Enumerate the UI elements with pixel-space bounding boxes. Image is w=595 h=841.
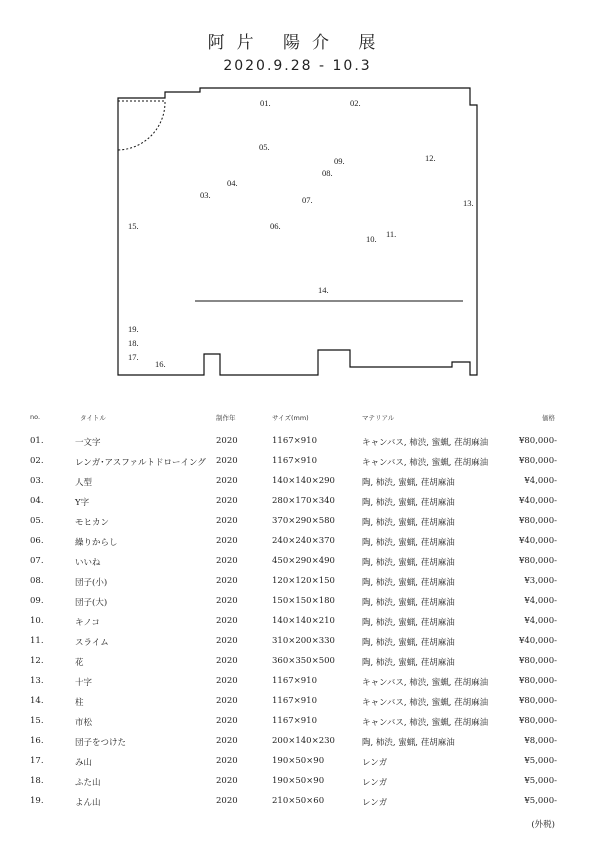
cell-material: レンガ	[362, 778, 388, 788]
exhibition-dates: 2020.9.28 - 10.3	[223, 58, 372, 74]
cell-size: 140×140×290	[272, 476, 335, 486]
cell-title: いいね	[75, 558, 101, 568]
plan-label-12: 12.	[425, 153, 436, 163]
cell-size: 1167×910	[272, 456, 317, 466]
plan-label-09: 09.	[334, 156, 345, 166]
cell-material: 陶, 柿渋, 蜜蝋, 荏胡麻油	[362, 638, 455, 648]
table-row	[0, 436, 595, 452]
cell-material: 陶, 柿渋, 蜜蝋, 荏胡麻油	[362, 738, 455, 748]
plan-label-02: 02.	[350, 98, 361, 108]
cell-title: 団子(小)	[75, 578, 108, 588]
cell-year: 2020	[216, 656, 238, 666]
plan-label-04: 04.	[227, 178, 238, 188]
plan-label-08: 08.	[322, 168, 333, 178]
cell-size: 120×120×150	[272, 576, 335, 586]
cell-size: 1167×910	[272, 696, 317, 706]
col-header-year: 制作年	[216, 414, 236, 422]
cell-price: ¥40,000-	[518, 636, 557, 646]
cell-title: 団子をつけた	[75, 738, 127, 748]
cell-material: 陶, 柿渋, 蜜蝋, 荏胡麻油	[362, 658, 455, 668]
col-header-size: サイズ(mm)	[272, 414, 309, 422]
cell-title: よん山	[75, 798, 101, 808]
cell-title: ふた山	[75, 778, 101, 788]
cell-no: 01.	[30, 436, 44, 446]
cell-material: 陶, 柿渋, 蜜蝋, 荏胡麻油	[362, 538, 455, 548]
cell-year: 2020	[216, 756, 238, 766]
cell-size: 240×240×370	[272, 536, 335, 546]
cell-title: レンガ･アスファルトドローイング	[75, 458, 206, 468]
plan-label-06: 06.	[270, 221, 281, 231]
table-row	[0, 536, 595, 552]
cell-size: 200×140×230	[272, 736, 335, 746]
cell-price: ¥5,000-	[524, 776, 557, 786]
plan-label-16: 16.	[155, 359, 166, 369]
cell-price: ¥80,000-	[518, 436, 557, 446]
table-row	[0, 696, 595, 712]
table-row	[0, 636, 595, 652]
table-row	[0, 616, 595, 632]
tax-note: (外税)	[531, 820, 555, 830]
cell-size: 140×140×210	[272, 616, 335, 626]
cell-size: 210×50×60	[272, 796, 325, 806]
cell-no: 04.	[30, 496, 44, 506]
cell-size: 360×350×500	[272, 656, 335, 666]
cell-year: 2020	[216, 576, 238, 586]
cell-no: 09.	[30, 596, 44, 606]
table-row	[0, 676, 595, 692]
cell-material: キャンバス, 柿渋, 蜜蝋, 荏胡麻油	[362, 718, 489, 728]
cell-no: 02.	[30, 456, 44, 466]
cell-year: 2020	[216, 536, 238, 546]
cell-price: ¥4,000-	[524, 596, 557, 606]
cell-material: 陶, 柿渋, 蜜蝋, 荏胡麻油	[362, 558, 455, 568]
cell-material: 陶, 柿渋, 蜜蝋, 荏胡麻油	[362, 618, 455, 628]
cell-no: 07.	[30, 556, 44, 566]
cell-price: ¥5,000-	[524, 796, 557, 806]
table-row	[0, 496, 595, 512]
cell-year: 2020	[216, 696, 238, 706]
cell-no: 16.	[30, 736, 44, 746]
cell-no: 18.	[30, 776, 44, 786]
cell-no: 08.	[30, 576, 44, 586]
table-row	[0, 556, 595, 572]
plan-label-03: 03.	[200, 190, 211, 200]
plan-label-14: 14.	[318, 285, 329, 295]
cell-title: 十字	[75, 678, 93, 688]
cell-year: 2020	[216, 476, 238, 486]
cell-year: 2020	[216, 496, 238, 506]
table-row	[0, 576, 595, 592]
cell-title: キノコ	[75, 618, 100, 628]
col-header-material: マテリアル	[362, 414, 395, 422]
cell-title: 柱	[75, 698, 84, 708]
cell-title: 団子(大)	[75, 598, 108, 608]
cell-size: 450×290×490	[272, 556, 335, 566]
cell-size: 150×150×180	[272, 596, 335, 606]
table-row	[0, 516, 595, 532]
plan-label-07: 07.	[302, 195, 313, 205]
cell-year: 2020	[216, 436, 238, 446]
cell-no: 13.	[30, 676, 44, 686]
door-swing-icon	[118, 101, 165, 150]
cell-material: 陶, 柿渋, 蜜蝋, 荏胡麻油	[362, 518, 455, 528]
col-header-no: no.	[30, 413, 41, 421]
cell-title: 花	[75, 658, 84, 668]
cell-price: ¥40,000-	[518, 536, 557, 546]
cell-year: 2020	[216, 596, 238, 606]
cell-material: キャンバス, 柿渋, 蜜蝋, 荏胡麻油	[362, 438, 489, 448]
plan-label-19: 19.	[128, 324, 139, 334]
cell-material: キャンバス, 柿渋, 蜜蝋, 荏胡麻油	[362, 698, 489, 708]
cell-title: モヒカン	[75, 518, 110, 528]
col-header-price: 価格	[542, 414, 555, 422]
cell-year: 2020	[216, 796, 238, 806]
cell-price: ¥4,000-	[524, 616, 557, 626]
cell-size: 1167×910	[272, 676, 317, 686]
table-row	[0, 476, 595, 492]
table-row	[0, 716, 595, 732]
cell-no: 06.	[30, 536, 44, 546]
cell-price: ¥80,000-	[518, 676, 557, 686]
table-row	[0, 596, 595, 612]
cell-price: ¥80,000-	[518, 716, 557, 726]
cell-year: 2020	[216, 616, 238, 626]
cell-no: 12.	[30, 656, 44, 666]
exhibition-title: 阿片 陽介 展	[207, 33, 388, 53]
table-row	[0, 796, 595, 812]
cell-no: 15.	[30, 716, 44, 726]
cell-title: み山	[75, 758, 93, 768]
cell-size: 1167×910	[272, 436, 317, 446]
col-header-title: タイトル	[80, 414, 106, 422]
cell-no: 19.	[30, 796, 44, 806]
cell-no: 11.	[30, 636, 44, 646]
cell-title: 人型	[75, 478, 93, 488]
cell-title: Y字	[75, 498, 90, 508]
cell-year: 2020	[216, 516, 238, 526]
cell-size: 1167×910	[272, 716, 317, 726]
table-row	[0, 756, 595, 772]
cell-material: レンガ	[362, 798, 388, 808]
cell-title: 一文字	[75, 438, 101, 448]
plan-label-17: 17.	[128, 352, 139, 362]
cell-size: 280×170×340	[272, 496, 335, 506]
cell-no: 10.	[30, 616, 44, 626]
cell-material: 陶, 柿渋, 蜜蝋, 荏胡麻油	[362, 578, 455, 588]
cell-material: 陶, 柿渋, 蜜蝋, 荏胡麻油	[362, 498, 455, 508]
cell-price: ¥5,000-	[524, 756, 557, 766]
plan-label-11: 11.	[386, 229, 397, 239]
floor-plan	[0, 0, 595, 400]
cell-no: 03.	[30, 476, 44, 486]
cell-material: キャンバス, 柿渋, 蜜蝋, 荏胡麻油	[362, 678, 489, 688]
plan-label-10: 10.	[366, 234, 377, 244]
cell-price: ¥80,000-	[518, 696, 557, 706]
cell-year: 2020	[216, 556, 238, 566]
cell-material: キャンバス, 柿渋, 蜜蝋, 荏胡麻油	[362, 458, 489, 468]
cell-no: 14.	[30, 696, 44, 706]
plan-label-13: 13.	[463, 198, 474, 208]
table-row	[0, 776, 595, 792]
cell-size: 190×50×90	[272, 756, 325, 766]
cell-title: 市松	[75, 718, 93, 728]
cell-size: 310×200×330	[272, 636, 335, 646]
table-row	[0, 656, 595, 672]
cell-year: 2020	[216, 736, 238, 746]
cell-title: 繰りからし	[75, 538, 118, 548]
cell-year: 2020	[216, 676, 238, 686]
cell-price: ¥80,000-	[518, 656, 557, 666]
table-row	[0, 736, 595, 752]
cell-size: 190×50×90	[272, 776, 325, 786]
cell-year: 2020	[216, 776, 238, 786]
floor-plan-walls	[118, 88, 477, 375]
cell-no: 05.	[30, 516, 44, 526]
cell-price: ¥3,000-	[524, 576, 557, 586]
cell-no: 17.	[30, 756, 44, 766]
cell-price: ¥40,000-	[518, 496, 557, 506]
cell-price: ¥80,000-	[518, 516, 557, 526]
cell-price: ¥80,000-	[518, 456, 557, 466]
plan-label-18: 18.	[128, 338, 139, 348]
cell-year: 2020	[216, 716, 238, 726]
cell-material: 陶, 柿渋, 蜜蝋, 荏胡麻油	[362, 598, 455, 608]
cell-price: ¥4,000-	[524, 476, 557, 486]
cell-year: 2020	[216, 456, 238, 466]
cell-year: 2020	[216, 636, 238, 646]
plan-label-05: 05.	[259, 142, 270, 152]
cell-title: スライム	[75, 638, 109, 648]
cell-price: ¥8,000-	[524, 736, 557, 746]
plan-label-01: 01.	[260, 98, 271, 108]
cell-material: 陶, 柿渋, 蜜蝋, 荏胡麻油	[362, 478, 455, 488]
plan-label-15: 15.	[128, 221, 139, 231]
cell-material: レンガ	[362, 758, 388, 768]
table-row	[0, 456, 595, 472]
cell-price: ¥80,000-	[518, 556, 557, 566]
cell-size: 370×290×580	[272, 516, 335, 526]
